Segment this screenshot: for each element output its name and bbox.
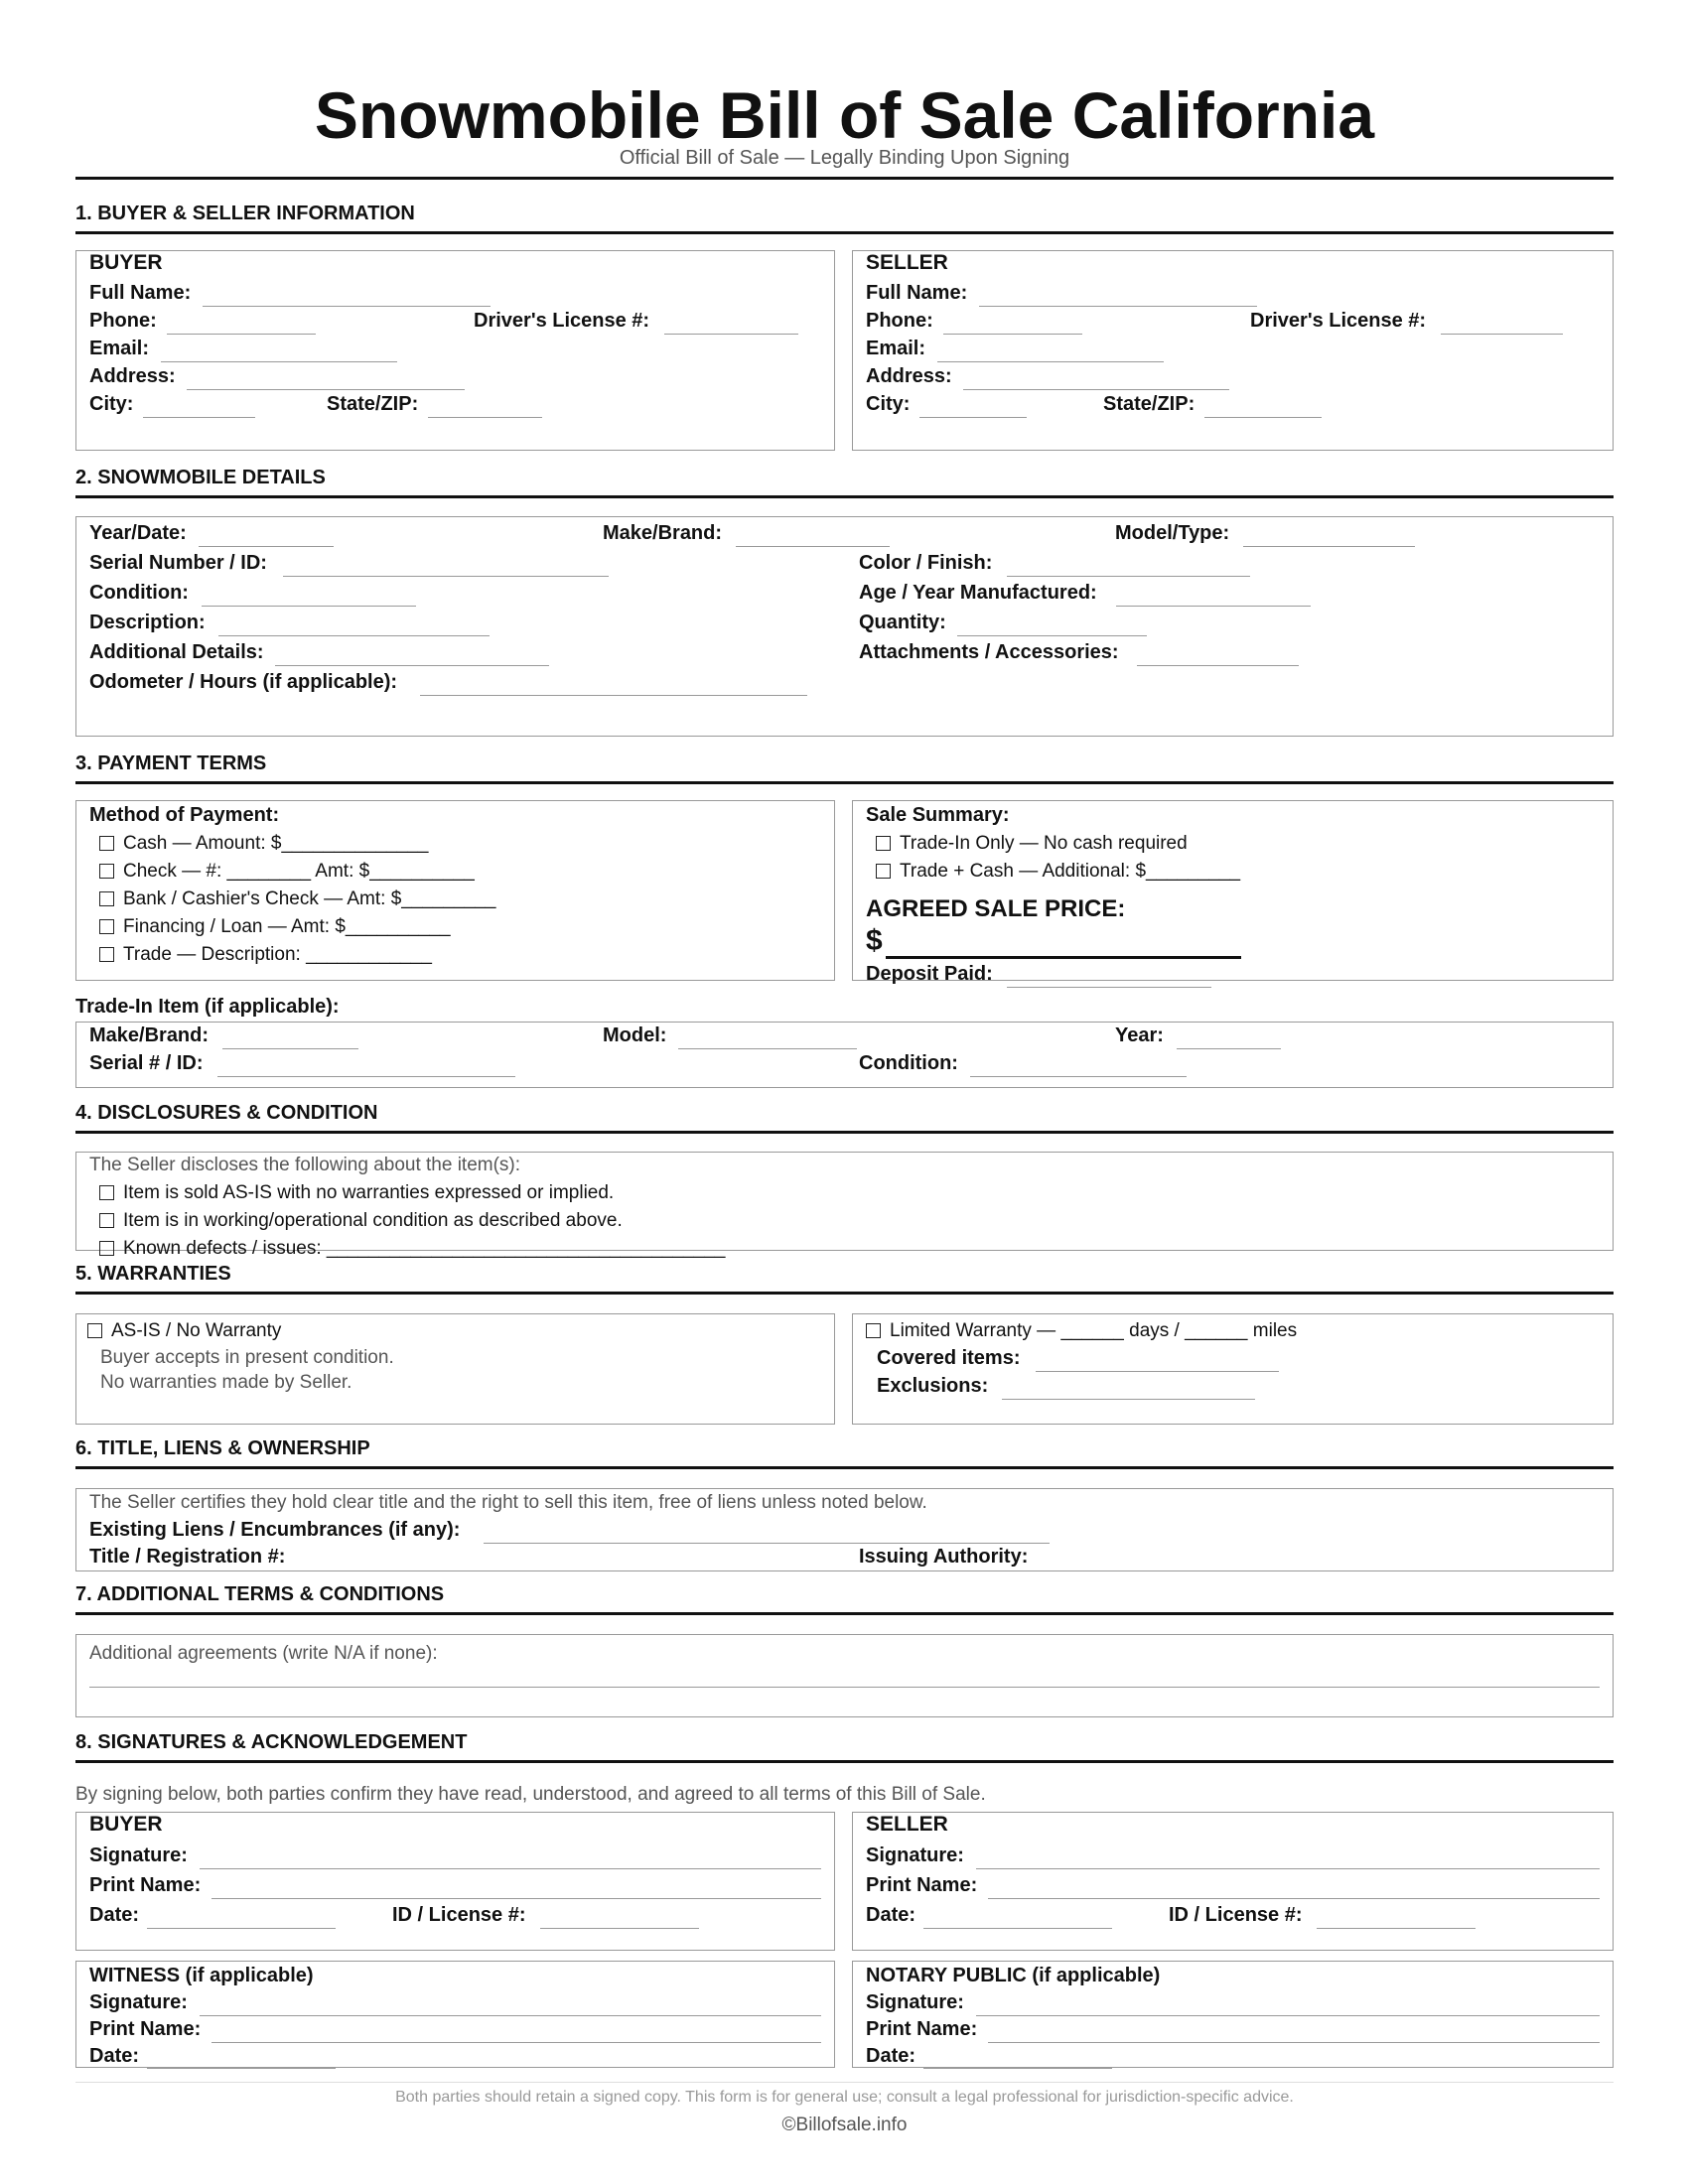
buyer-city-label: City: [89, 393, 134, 415]
age-field[interactable] [1116, 606, 1311, 607]
notary-signature-label: Signature: [866, 1991, 964, 2013]
snowmobile-details-box [75, 516, 1614, 737]
financing-checkbox[interactable] [99, 919, 114, 934]
trade-only-option[interactable]: Trade-In Only — No cash required [876, 833, 1188, 855]
witness-print-name-field[interactable] [211, 2042, 821, 2043]
seller-address-field[interactable] [963, 389, 1229, 390]
buyer-phone-field[interactable] [167, 334, 316, 335]
section-buyer-seller-heading: 1. BUYER & SELLER INFORMATION [75, 203, 1614, 234]
sale-summary-box [852, 800, 1614, 985]
seller-full-name-label: Full Name: [866, 282, 968, 304]
witness-print-name-label: Print Name: [89, 2018, 202, 2040]
witness-heading: WITNESS (if applicable) [89, 1965, 314, 1986]
section-title-liens-heading: 6. TITLE, LIENS & OWNERSHIP [75, 1437, 1614, 1469]
agreed-price-dollar: $ [866, 924, 883, 957]
known-defects-option[interactable]: Known defects / issues: ______________________________________ [99, 1238, 725, 1260]
quantity-label: Quantity: [859, 612, 946, 633]
cash-option[interactable]: Cash — Amount: $______________ [99, 833, 428, 855]
serial-label: Serial Number / ID: [89, 552, 267, 574]
section-signatures-heading: 8. SIGNATURES & ACKNOWLEDGEMENT [75, 1731, 1614, 1763]
signatures-intro: By signing below, both parties confirm they have read, understood, and agreed to all terms of this Bill of Sale. [75, 1784, 986, 1805]
title-rule [75, 177, 1614, 180]
covered-items-label: Covered items: [877, 1347, 1021, 1369]
footer-copyright: ©Billofsale.info [781, 2115, 908, 2135]
buyer-full-name-label: Full Name: [89, 282, 192, 304]
trade-in-title: Trade-In Item (if applicable): [75, 996, 340, 1018]
title-liens-box [75, 1488, 1614, 1571]
title-liens-intro: The Seller certifies they hold clear title and the right to sell this item, free of liens unless noted below. [89, 1492, 927, 1513]
notary-box [852, 1961, 1614, 2068]
buyer-state-zip-field[interactable] [428, 417, 542, 418]
make-label: Make/Brand: [603, 522, 723, 544]
check-option[interactable]: Check — #: ________ Amt: $__________ [99, 861, 475, 883]
buyer-email-field[interactable] [161, 361, 397, 362]
buyer-info-box [75, 250, 835, 451]
as-is-warranty-note-1: Buyer accepts in present condition. [100, 1347, 394, 1368]
quantity-field[interactable] [957, 635, 1147, 636]
seller-email-field[interactable] [937, 361, 1164, 362]
as-is-disclosure-checkbox[interactable] [99, 1185, 114, 1200]
buyer-signature-box [75, 1812, 835, 1951]
notary-print-name-label: Print Name: [866, 2018, 978, 2040]
year-label: Year/Date: [89, 522, 187, 544]
buyer-city-field[interactable] [143, 417, 255, 418]
model-label: Model/Type: [1115, 522, 1230, 544]
working-condition-checkbox[interactable] [99, 1213, 114, 1228]
color-label: Color / Finish: [859, 552, 993, 574]
seller-state-zip-label: State/ZIP: [1103, 393, 1196, 415]
disclosures-box [75, 1152, 1614, 1259]
disclosures-intro: The Seller discloses the following about the item(s): [89, 1155, 521, 1175]
section-payment-terms-heading: 3. PAYMENT TERMS [75, 752, 1614, 784]
exclusions-label: Exclusions: [877, 1375, 989, 1397]
condition-field[interactable] [202, 606, 416, 607]
trade-in-model-field[interactable] [678, 1048, 857, 1049]
trade-cash-option[interactable]: Trade + Cash — Additional: $_________ [876, 861, 1240, 883]
make-field[interactable] [736, 546, 890, 547]
liens-field[interactable] [484, 1543, 1050, 1544]
notary-print-name-field[interactable] [988, 2042, 1600, 2043]
witness-signature-label: Signature: [89, 1991, 188, 2013]
trade-in-condition-label: Condition: [859, 1052, 958, 1074]
seller-signature-heading: SELLER [866, 1813, 948, 1836]
seller-print-name-label: Print Name: [866, 1874, 978, 1896]
check-checkbox[interactable] [99, 864, 114, 879]
witness-date-field[interactable] [147, 2068, 336, 2069]
seller-signature-box [852, 1812, 1614, 1951]
age-label: Age / Year Manufactured: [859, 582, 1097, 604]
trade-in-box [75, 1022, 1614, 1088]
trade-cash-checkbox[interactable] [876, 864, 891, 879]
payment-method-box [75, 800, 835, 981]
seller-city-label: City: [866, 393, 911, 415]
as-is-disclosure-option[interactable]: Item is sold AS-IS with no warranties expressed or implied. [99, 1182, 614, 1204]
bank-check-checkbox[interactable] [99, 891, 114, 906]
seller-date-field[interactable] [923, 1928, 1112, 1929]
seller-id-label: ID / License #: [1169, 1904, 1303, 1926]
deposit-label: Deposit Paid: [866, 963, 993, 985]
section-snowmobile-details-heading: 2. SNOWMOBILE DETAILS [75, 467, 1614, 498]
buyer-state-zip-label: State/ZIP: [327, 393, 419, 415]
buyer-date-label: Date: [89, 1904, 140, 1926]
seller-email-label: Email: [866, 338, 926, 359]
notary-heading: NOTARY PUBLIC (if applicable) [866, 1965, 1161, 1986]
additional-details-label: Additional Details: [89, 641, 264, 663]
notary-signature-field[interactable] [976, 2015, 1600, 2016]
trade-in-model-label: Model: [603, 1024, 667, 1046]
buyer-signature-label: Signature: [89, 1844, 188, 1866]
buyer-full-name-field[interactable] [203, 306, 491, 307]
seller-full-name-field[interactable] [979, 306, 1257, 307]
odometer-field[interactable] [420, 695, 807, 696]
buyer-license-field[interactable] [664, 334, 798, 335]
title-number-label: Title / Registration #: [89, 1546, 286, 1568]
buyer-phone-label: Phone: [89, 310, 157, 332]
working-condition-option[interactable]: Item is in working/operational condition as described above. [99, 1210, 623, 1232]
buyer-address-label: Address: [89, 365, 176, 387]
seller-address-label: Address: [866, 365, 952, 387]
known-defects-checkbox[interactable] [99, 1241, 114, 1256]
limited-warranty-option[interactable]: Limited Warranty — ______ days / ______ miles [866, 1320, 1297, 1342]
seller-info-box [852, 250, 1614, 451]
color-field[interactable] [1007, 576, 1250, 577]
odometer-label: Odometer / Hours (if applicable): [89, 671, 398, 693]
buyer-signature-field[interactable] [200, 1868, 821, 1869]
seller-signature-label: Signature: [866, 1844, 964, 1866]
trade-checkbox[interactable] [99, 947, 114, 962]
additional-terms-box [75, 1634, 1614, 1717]
year-field[interactable] [199, 546, 334, 547]
description-label: Description: [89, 612, 206, 633]
buyer-heading: BUYER [89, 251, 163, 274]
agreed-price-label: AGREED SALE PRICE: [866, 895, 1126, 922]
bank-check-option[interactable]: Bank / Cashier's Check — Amt: $_________ [99, 888, 495, 910]
seller-heading: SELLER [866, 251, 948, 274]
section-warranties-heading: 5. WARRANTIES [75, 1263, 1614, 1295]
seller-license-field[interactable] [1441, 334, 1563, 335]
seller-phone-label: Phone: [866, 310, 933, 332]
description-field[interactable] [218, 635, 490, 636]
seller-city-field[interactable] [919, 417, 1027, 418]
buyer-license-label: Driver's License #: [474, 310, 650, 332]
buyer-print-name-label: Print Name: [89, 1874, 202, 1896]
sale-summary-label: Sale Summary: [866, 804, 1010, 826]
payment-method-label: Method of Payment: [89, 804, 280, 826]
section-disclosures-heading: 4. DISCLOSURES & CONDITION [75, 1102, 1614, 1134]
trade-in-make-field[interactable] [222, 1048, 358, 1049]
as-is-warranty-box [75, 1313, 835, 1425]
trade-only-checkbox[interactable] [876, 836, 891, 851]
seller-date-label: Date: [866, 1904, 916, 1926]
additional-terms-prompt: Additional agreements (write N/A if none): [89, 1643, 438, 1664]
buyer-address-field[interactable] [187, 389, 465, 390]
seller-print-name-field[interactable] [988, 1898, 1600, 1899]
issuing-authority-label: Issuing Authority: [859, 1546, 1029, 1568]
seller-id-field[interactable] [1317, 1928, 1476, 1929]
trade-in-serial-label: Serial # / ID: [89, 1052, 204, 1074]
trade-in-year-label: Year: [1115, 1024, 1164, 1046]
notary-date-label: Date: [866, 2045, 916, 2067]
buyer-print-name-field[interactable] [211, 1898, 821, 1899]
agreed-price-field[interactable] [886, 956, 1241, 959]
additional-terms-field[interactable] [89, 1687, 1600, 1688]
limited-warranty-checkbox[interactable] [866, 1323, 881, 1338]
footer-divider [75, 2082, 1614, 2083]
serial-field[interactable] [283, 576, 609, 577]
seller-phone-field[interactable] [943, 334, 1082, 335]
model-field[interactable] [1243, 546, 1415, 547]
seller-signature-field[interactable] [976, 1868, 1600, 1869]
witness-signature-field[interactable] [200, 2015, 821, 2016]
trade-in-make-label: Make/Brand: [89, 1024, 210, 1046]
trade-option[interactable]: Trade — Description: ____________ [99, 944, 432, 966]
notary-date-field[interactable] [923, 2068, 1112, 2069]
attachments-label: Attachments / Accessories: [859, 641, 1119, 663]
form-title: Snowmobile Bill of Sale California [314, 78, 1375, 152]
buyer-id-field[interactable] [540, 1928, 699, 1929]
form-subtitle: Official Bill of Sale — Legally Binding Upon Signing [619, 147, 1070, 169]
cash-checkbox[interactable] [99, 836, 114, 851]
as-is-warranty-note-2: No warranties made by Seller. [100, 1372, 352, 1393]
as-is-warranty-option[interactable]: AS-IS / No Warranty [87, 1320, 281, 1342]
seller-license-label: Driver's License #: [1250, 310, 1427, 332]
covered-items-field[interactable] [1036, 1371, 1279, 1372]
trade-in-condition-field[interactable] [970, 1076, 1187, 1077]
bill-of-sale-form [75, 0, 1614, 2184]
attachments-field[interactable] [1137, 665, 1299, 666]
liens-label: Existing Liens / Encumbrances (if any): [89, 1519, 461, 1541]
exclusions-field[interactable] [1002, 1399, 1255, 1400]
additional-details-field[interactable] [275, 665, 549, 666]
as-is-warranty-checkbox[interactable] [87, 1323, 102, 1338]
witness-date-label: Date: [89, 2045, 140, 2067]
trade-in-serial-field[interactable] [217, 1076, 515, 1077]
buyer-id-label: ID / License #: [392, 1904, 526, 1926]
trade-in-year-field[interactable] [1177, 1048, 1281, 1049]
buyer-date-field[interactable] [147, 1928, 336, 1929]
limited-warranty-box [852, 1313, 1614, 1425]
financing-option[interactable]: Financing / Loan — Amt: $__________ [99, 916, 451, 938]
section-additional-terms-heading: 7. ADDITIONAL TERMS & CONDITIONS [75, 1583, 1614, 1615]
buyer-signature-heading: BUYER [89, 1813, 163, 1836]
deposit-field[interactable] [1007, 987, 1211, 988]
footer-note: Both parties should retain a signed copy. This form is for general use; consult a legal professional for jurisdiction-specific advice. [395, 2089, 1294, 2106]
seller-state-zip-field[interactable] [1204, 417, 1322, 418]
buyer-email-label: Email: [89, 338, 150, 359]
witness-box [75, 1961, 835, 2068]
condition-label: Condition: [89, 582, 189, 604]
